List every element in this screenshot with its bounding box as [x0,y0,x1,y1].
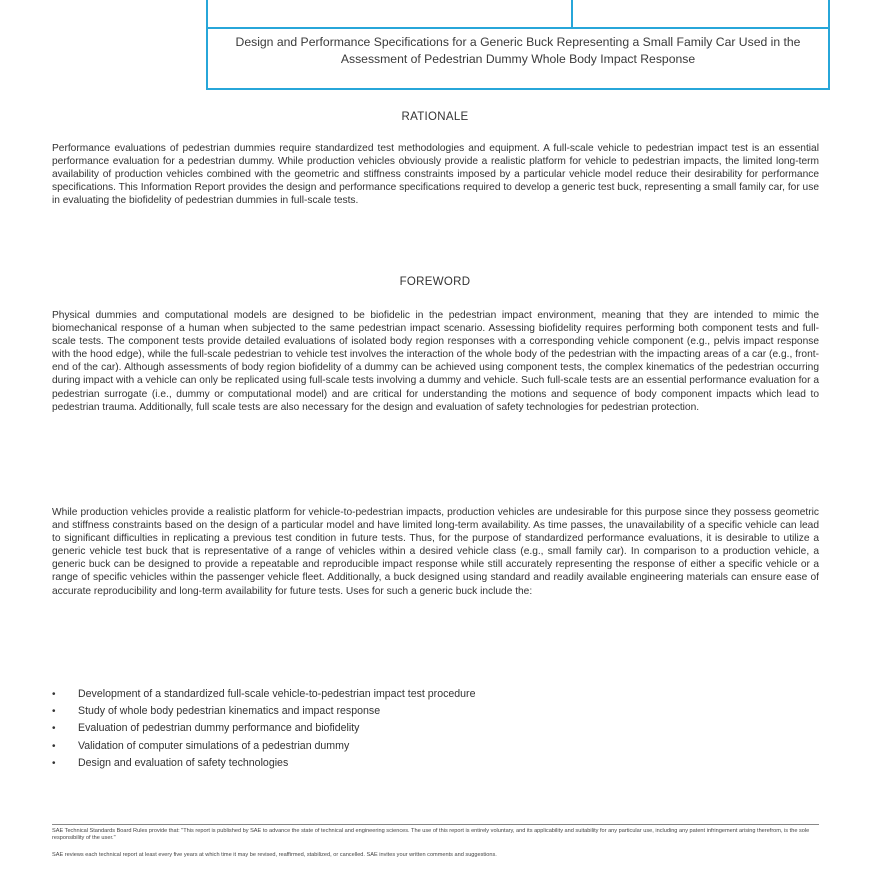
list-item-text: Study of whole body pedestrian kinematics and impact response [78,705,381,718]
rationale-paragraph: Performance evaluations of pedestrian dummies require standardized test methodologies and equipment. A full-scale vehicle to pedestrian impact test is an essential performance evaluation for a pedestrian dummy. While production vehicles obviously provide a realistic platform for vehicle to pedestrian impacts, the limited long-term availability of production vehicles combined with the geometric and stiffness constraints imposed by a particular vehicle model reduce their desirability for performance specifications. This Information Report provides the design and performance specifications required to develop a generic test buck, representing a small family car, for use in evaluating the biofidelity of pedestrian dummies in full-scale tests. [52,143,819,207]
title-box-divider [571,0,573,27]
footnote-review: SAE reviews each technical report at least every five years at which time it may be revised, reaffirmed, stabilized, or cancelled. SAE invites your written comments and suggestions. [52,852,497,858]
list-item [52,686,819,703]
bullet-icon: • [52,689,56,700]
bullet-icon: • [52,723,56,735]
list-item-text: Development of a standardized full-scale vehicle-to-pedestrian impact test procedure [78,688,476,700]
list-item-text: Validation of computer simulations of a pedestrian dummy [78,739,350,752]
bullet-icon: • [52,740,56,752]
list-item [52,738,819,755]
list-item-text: Evaluation of pedestrian dummy performance and biofidelity [78,722,360,735]
list-item [52,755,819,772]
document-title: Design and Performance Specifications for a Generic Buck Representing a Small Family Car Used in the Assessment of Pedestrian Dummy Whole Body Impact Response [235,35,801,66]
list-item [52,720,819,737]
rationale-heading: RATIONALE [401,111,469,123]
list-item-text: Design and evaluation of safety technologies [78,756,289,769]
foreword-paragraph-2: While production vehicles provide a realistic platform for vehicle-to-pedestrian impacts, production vehicles are undesirable for this purpose since they possess geometric and stiffness constraints based on the design of a particular model and have limited long-term availability. As time passes, the unavailability of a specific vehicle can lead to significant difficulties in replicating a previous test condition in future tests. Thus, for the purpose of standardized performance evaluations, it is desirable to utilize a generic vehicle test buck that is representative of a range of vehicles within a desired vehicle class (e.g., small family car). In comparison to a production vehicle, a generic buck can be designed to provide a repeatable and reproducible impact response while still accurately representing the response of either a specific vehicle or a range of specific vehicles within the passenger vehicle fleet. Additionally, a buck designed using standard and readily available engineering materials can ensure ease of accurate reproducibility and long-term availability for future tests. Uses for such a generic buck include the: [52,507,819,597]
foreword-paragraph-1: Physical dummies and computational models are designed to be biofidelic in the pedestrian impact environment, meaning that they are intended to mimic the biomechanical response of a human when subjected to the same pedestrian impact scenario. Assessing biofidelity requires performing both component tests and full-scale tests. The component tests provide detailed evaluations of isolated body region responses with a corresponding vehicle component (e.g., pelvis impact response with the hood edge), while the full-scale pedestrian to vehicle test involves the interaction of the whole body of the pedestrian with the impacting areas of a car (e.g., front-end of the car). Although assessments of body region biofidelity of a dummy can be achieved using component tests, the complex kinematics of the pedestrian occurring during impact with a vehicle can only be replicated using full-scale tests involving a dummy and vehicle. Such full-scale tests are an essential performance evaluation for a pedestrian surrogate (i.e., dummy or computational model) and are critical for understanding the motions and sequence of body component impacts which lead to pedestrian trauma. Additionally, full scale tests are also necessary for the design and evaluation of safety technologies for pedestrian protection. [52,310,819,413]
title-box [206,0,830,90]
bullet-icon: • [52,757,56,769]
footnote-rules: SAE Technical Standards Board Rules provide that: "This report is published by SAE to advance the state of technical and engineering sciences. The use of this report is entirely voluntary, and its applicability and suitability for any particular use, including any patent infringement arising therefrom, is the sole responsibility of the user." [52,828,810,842]
list-item [52,703,819,720]
foreword-heading: FOREWORD [399,276,471,288]
footnote-divider [52,824,819,825]
bullet-icon: • [52,706,56,718]
uses-list [52,686,819,772]
title-box-top-row [208,0,828,29]
